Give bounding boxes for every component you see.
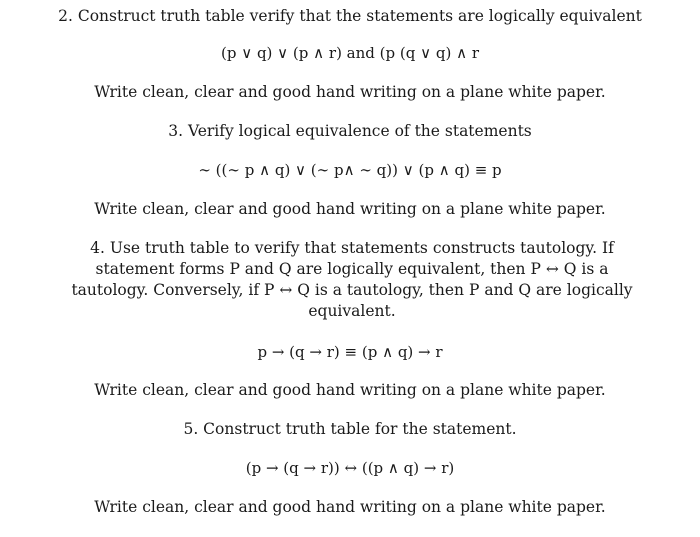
question-4-instruction: Write clean, clear and good hand writing on a plane white paper.: [94, 381, 606, 399]
question-3-instruction: Write clean, clear and good hand writing on a plane white paper.: [94, 200, 606, 218]
question-3-expression: ∼ ((∼ p ∧ q) ∨ (∼ p∧ ∼ q)) ∨ (p ∧ q) ≡ p: [198, 161, 502, 179]
question-5-instruction: Write clean, clear and good hand writing on a plane white paper.: [94, 498, 606, 516]
question-2-instruction: Write clean, clear and good hand writing on a plane white paper.: [94, 83, 606, 101]
question-4-expression: p → (q → r) ≡ (p ∧ q) → r: [257, 343, 443, 361]
question-2-expression: (p ∨ q) ∨ (p ∧ r) and (p (q ∨ q) ∧ r: [220, 44, 479, 62]
question-5-expression: (p → (q → r)) ↔ ((p ∧ q) → r): [245, 459, 455, 477]
question-2-prompt: 2. Construct truth table verify that the statements are logically equivalent: [58, 7, 642, 25]
question-5-prompt: 5. Construct truth table for the statement.: [183, 420, 517, 438]
question-3-prompt: 3. Verify logical equivalence of the statements: [168, 122, 532, 140]
question-4-prompt: 4. Use truth table to verify that statements constructs tautology. If statement forms P and Q are logically equivalent, then P ↔ Q is a tautology. Conversely, if P ↔ Q is a tautology, then P and Q are logically equivalent.: [71, 239, 633, 320]
